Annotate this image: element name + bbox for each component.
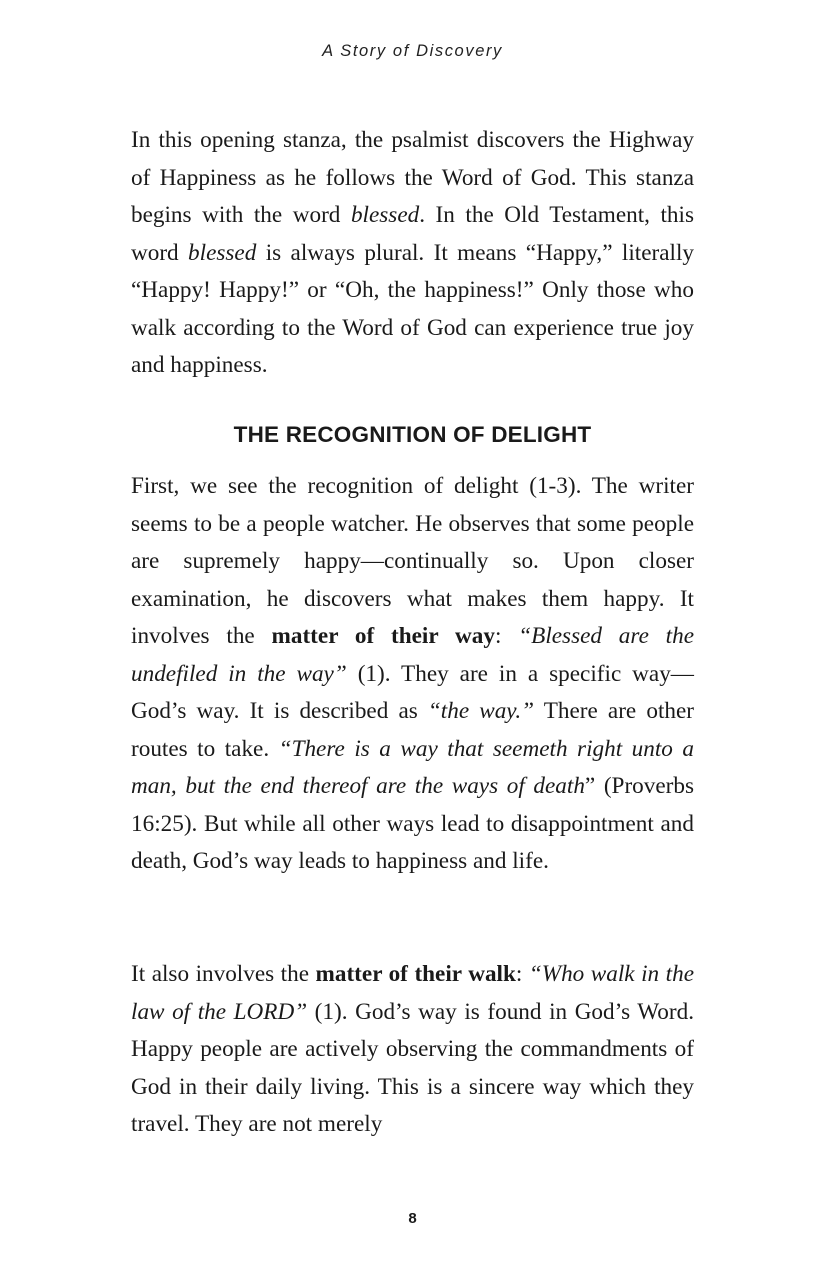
text-run: There are other routes to take.	[131, 698, 694, 762]
paragraph-opening-stanza	[131, 122, 694, 385]
quote-proverbs: “There is a way that seemeth right unto a man, but the end thereof are the ways of death	[131, 735, 694, 799]
quote-blessed-undefiled: “Blessed are the undefiled in the way”	[131, 623, 695, 687]
text-run: ” (Proverbs 16:25). But while all other ways lead to disappointment and death, God’s way leads to happiness and life.	[131, 773, 694, 874]
text-run: . In the Old Testament, this word	[131, 202, 694, 266]
text-run: It also involves the	[131, 961, 316, 987]
text-run: (1). They are in a specific way—God’s way. It is described as	[131, 660, 694, 724]
bold-matter-of-walk: matter of their walk	[315, 961, 516, 987]
emphasis-blessed: blessed	[350, 202, 420, 228]
paragraph-walk	[131, 956, 694, 1144]
text-run: First, we see the recognition of delight (1-3). The writer seems to be a people watcher. He observes that some people are supremely happy—continually so. Upon closer examination, he discovers what makes them happy. It involves the	[131, 473, 694, 649]
text-run: (1). God’s way is found in God’s Word. Happy people are actively observing the commandments of God in their daily living. This is a sincere way which they travel. They are not merely	[131, 998, 694, 1137]
paragraph-recognition	[131, 468, 694, 881]
text-run: :	[515, 961, 529, 987]
quote-the-way: “the way.”	[427, 698, 535, 724]
text-run: is always plural. It means “Happy,” literally “Happy! Happy!” or “Oh, the happiness!” Only those who walk according to the Word of God can experience true joy and happiness.	[131, 239, 694, 378]
running-head: A Story of Discovery	[322, 42, 503, 60]
section-heading: THE RECOGNITION OF DELIGHT	[233, 422, 592, 447]
text-run: :	[495, 623, 519, 649]
quote-who-walk: “Who walk in the law of the LORD”	[131, 961, 695, 1025]
bold-matter-of-way: matter of their way	[271, 623, 495, 649]
emphasis-blessed: blessed	[188, 239, 257, 266]
text-run: In this opening stanza, the psalmist discovers the Highway of Happiness as he follows the Word of God. This stanza begins with the word	[131, 127, 694, 228]
page-number: 8	[408, 1210, 417, 1227]
